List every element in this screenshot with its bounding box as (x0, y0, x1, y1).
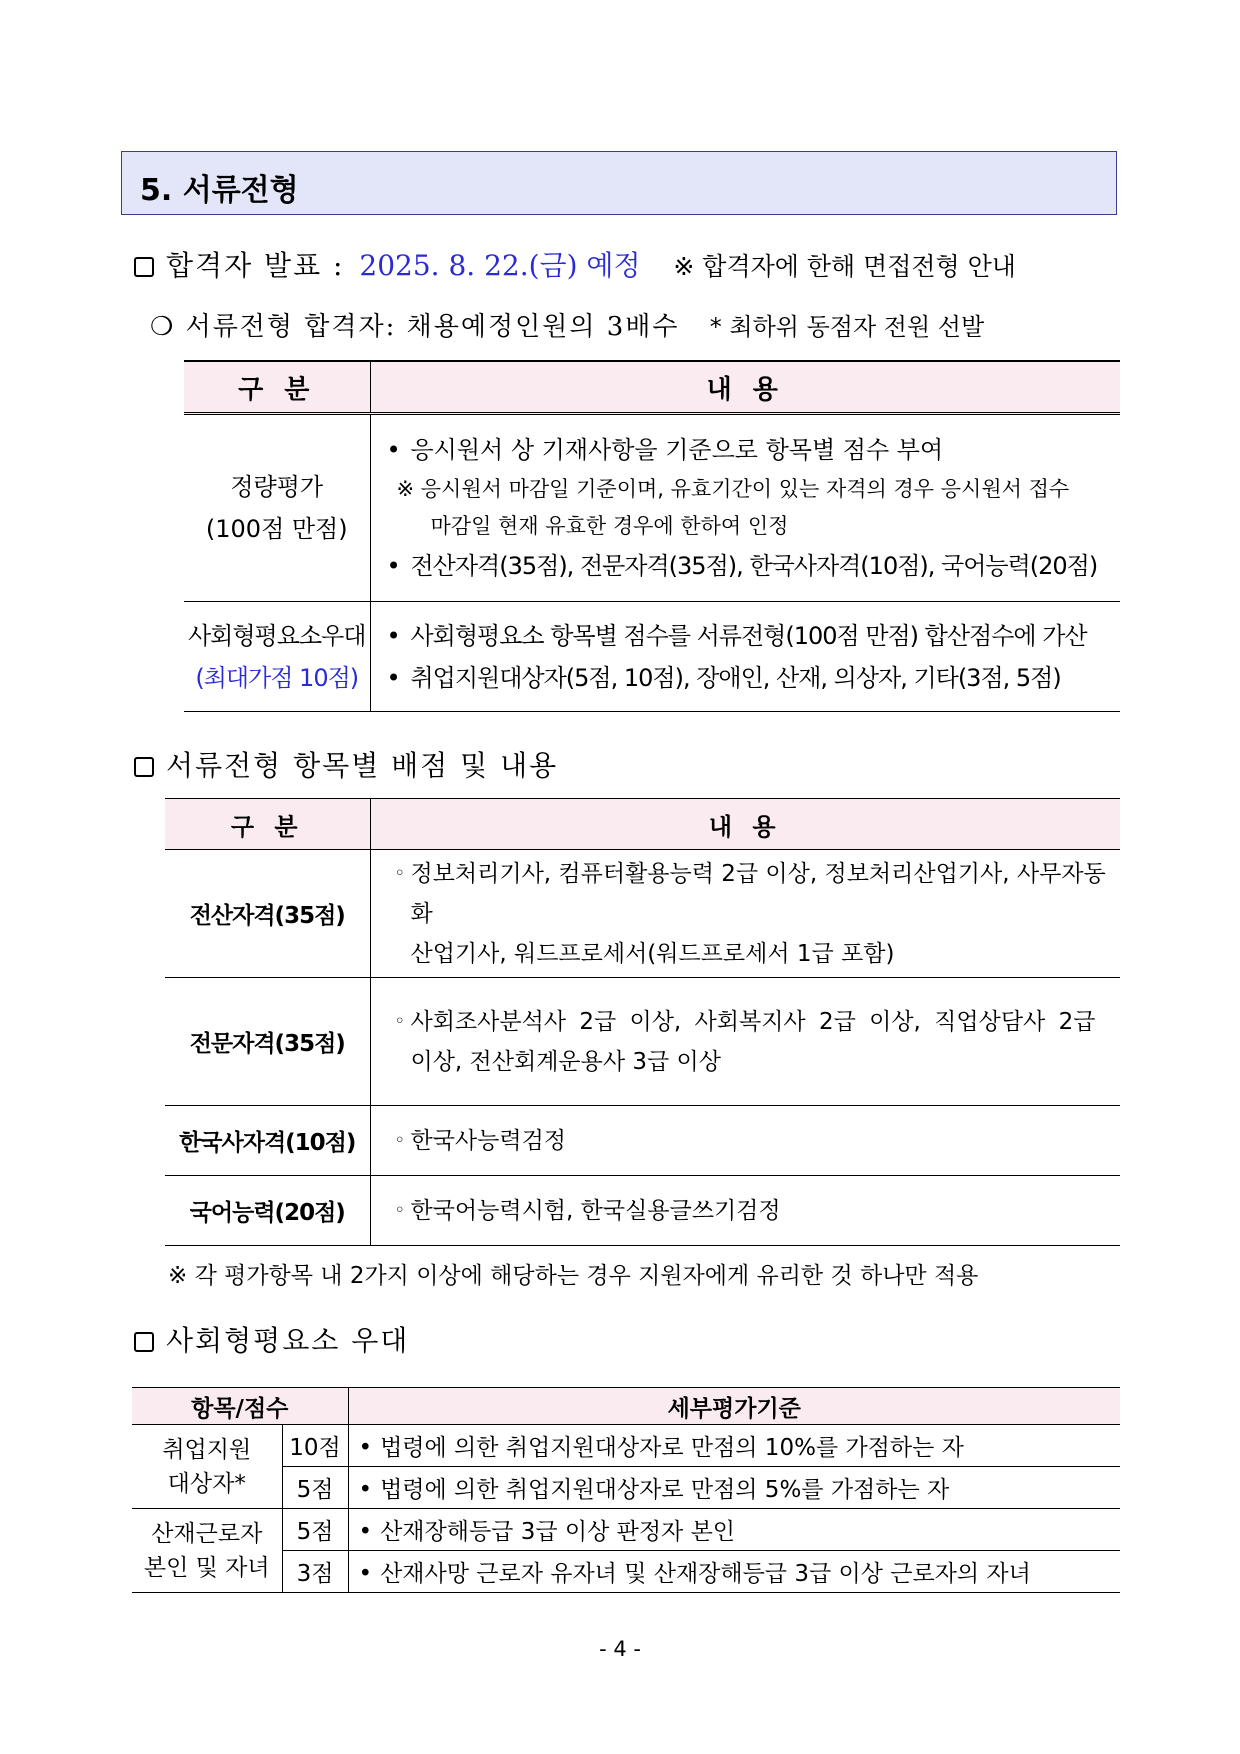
section3-title: 사회형평요소 우대 (166, 1324, 410, 1357)
points-cell: 3점 (282, 1551, 348, 1593)
row-label: 전산자격(35점) (165, 850, 370, 978)
desc-cell (348, 1509, 1120, 1551)
content-line: ◦ 사회조사분석사 2급 이상, 사회복지사 2급 이상, 직업상담사 2급 (395, 1002, 1107, 1042)
category-line: (100점 만점) (205, 515, 348, 543)
category-line: 본인 및 자녀 (143, 1554, 270, 1581)
section2-heading (134, 744, 558, 784)
table-row (184, 414, 1120, 602)
pass-line-text: ❍ 서류전형 합격자: 채용예정인원의 3배수 (150, 312, 680, 342)
table-header: 구 분 (165, 799, 370, 850)
announce-date: 2025. 8. 22.(금) 예정 (359, 249, 641, 282)
pass-line (150, 306, 984, 343)
table-header: 항목/점수 (132, 1388, 348, 1425)
category-line: 산재근로자 (151, 1520, 263, 1547)
scoring-footnote: ※ 각 평가항목 내 2가지 이상에 해당하는 경우 지원자에게 유리한 것 하나만 적용 (168, 1263, 979, 1289)
scoring-table (165, 798, 1120, 1246)
desc-cell (348, 1551, 1120, 1593)
bullet-dot-icon: • (358, 1435, 373, 1461)
quant-table (184, 360, 1120, 712)
row-content (370, 1176, 1120, 1246)
category-line: 대상자* (167, 1470, 246, 1497)
content-line: ◦ 한국어능력시험, 한국실용글쓰기검정 (395, 1191, 1107, 1231)
row-category (132, 1425, 282, 1509)
content-line: 산업기사, 워드프로세서(워드프로세서 1급 포함) (410, 940, 895, 967)
table-row (184, 602, 1120, 712)
points-cell: 10점 (282, 1425, 348, 1467)
table-row (132, 1425, 1120, 1467)
announce-line (134, 244, 1016, 284)
row-category (184, 602, 370, 712)
row-label: 전문자격(35점) (165, 978, 370, 1106)
bullet-item: • 전산자격(35점), 전문자격(35점), 한국사자격(10점), 국어능력(20점) (387, 545, 1121, 587)
desc-text: 산재장해등급 3급 이상 판정자 본인 (380, 1519, 736, 1545)
bullet-dot-icon: • (358, 1561, 373, 1587)
desc-cell (348, 1467, 1120, 1509)
points-cell: 5점 (282, 1467, 348, 1509)
table-header: 내 용 (370, 799, 1120, 850)
equity-table (132, 1387, 1120, 1593)
table-header: 세부평가기준 (348, 1388, 1120, 1425)
table-row (132, 1509, 1120, 1551)
table-row (165, 1176, 1120, 1246)
table-header: 내 용 (370, 361, 1120, 414)
checkbox-square-icon (134, 257, 154, 277)
row-category (132, 1509, 282, 1593)
section-title: 5. 서류전형 (140, 173, 299, 208)
section-header (121, 151, 1117, 215)
announce-note: ※ 합격자에 한해 면접전형 안내 (673, 252, 1016, 281)
row-label: 국어능력(20점) (165, 1176, 370, 1246)
table-row (165, 850, 1120, 978)
category-line: (최대가점 10점) (195, 663, 359, 692)
category-line: 사회형평요소우대 (188, 621, 366, 650)
desc-text: 산재사망 근로자 유자녀 및 산재장해등급 3급 이상 근로자의 자녀 (380, 1561, 1031, 1587)
checkbox-square-icon (134, 1332, 154, 1352)
bullet-item: • 사회형평요소 항목별 점수를 서류전형(100점 만점) 합산점수에 가산 (387, 615, 1121, 657)
content-line: ◦ 한국사능력검정 (395, 1121, 1107, 1161)
table-header: 구 분 (184, 361, 370, 414)
table-row (165, 978, 1120, 1106)
points-cell: 5점 (282, 1509, 348, 1551)
row-label: 한국사자격(10점) (165, 1106, 370, 1176)
note-line: 마감일 현재 유효한 경우에 한하여 인정 (430, 514, 789, 538)
table-row (165, 1106, 1120, 1176)
row-content (370, 978, 1120, 1106)
category-line: 정량평가 (230, 473, 324, 501)
row-content (370, 1106, 1120, 1176)
row-content (370, 602, 1120, 712)
row-content (370, 850, 1120, 978)
section2-title: 서류전형 항목별 배점 및 내용 (166, 749, 559, 782)
pass-line-note: * 최하위 동점자 전원 선발 (709, 313, 985, 341)
content-line: ◦ 정보처리기사, 컴퓨터활용능력 2급 이상, 정보처리산업기사, 사무자동화 (395, 854, 1107, 934)
row-category (184, 414, 370, 602)
bullet-dot-icon: • (358, 1519, 373, 1545)
page-number: - 4 - (599, 1637, 641, 1661)
section3-heading (134, 1319, 409, 1359)
content-line: 이상, 전산회계운용사 3급 이상 (410, 1048, 721, 1075)
bullet-item: • 응시원서 상 기재사항을 기준으로 항목별 점수 부여 (387, 429, 1121, 471)
bullet-dot-icon: • (358, 1477, 373, 1503)
checkbox-square-icon (134, 757, 154, 777)
announce-label: 합격자 발표 : (166, 249, 345, 282)
desc-cell (348, 1425, 1120, 1467)
category-line: 취업지원 (162, 1436, 252, 1463)
desc-text: 법령에 의한 취업지원대상자로 만점의 10%를 가점하는 자 (380, 1435, 964, 1461)
bullet-item: • 취업지원대상자(5점, 10점), 장애인, 산재, 의상자, 기타(3점, 5점) (387, 657, 1121, 699)
row-content (370, 414, 1120, 602)
desc-text: 법령에 의한 취업지원대상자로 만점의 5%를 가점하는 자 (380, 1477, 950, 1503)
note-line: ※ 응시원서 마감일 기준이며, 유효기간이 있는 자격의 경우 응시원서 접수 (396, 477, 1070, 501)
